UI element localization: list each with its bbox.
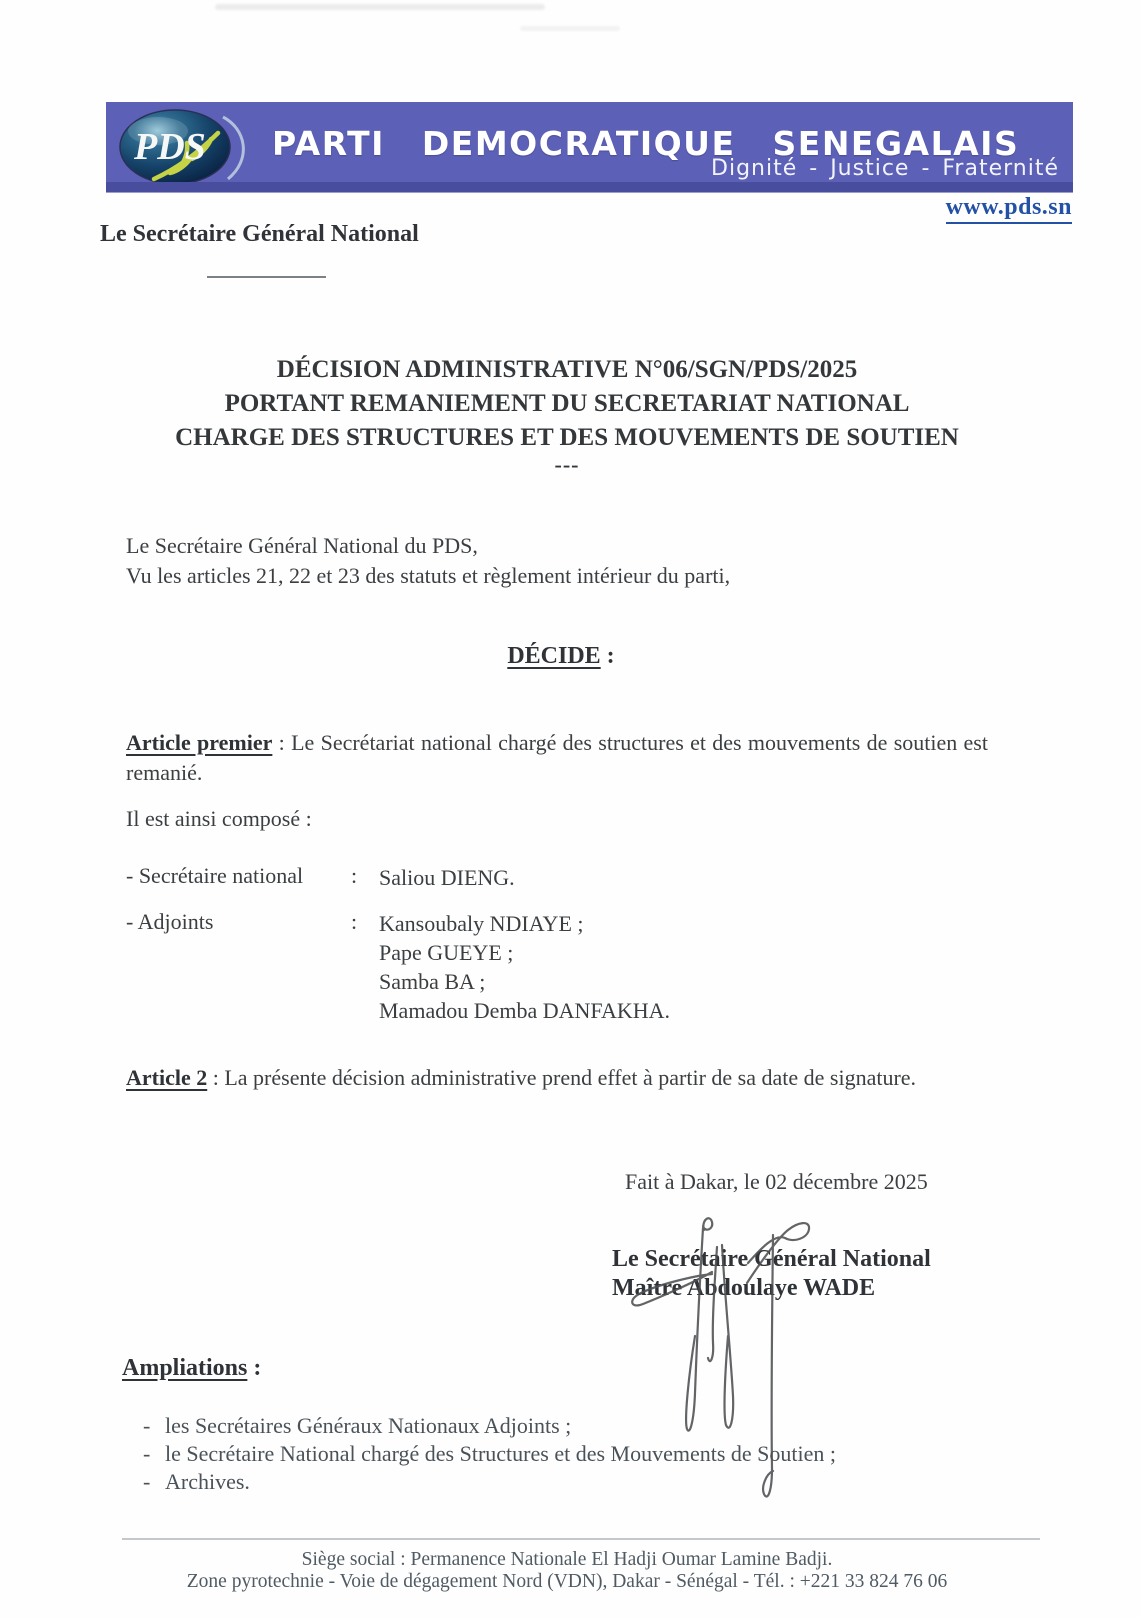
list-dash: - bbox=[143, 1441, 151, 1466]
article-2-text: : La présente décision administrative prend effet à partir de sa date de signature. bbox=[207, 1065, 917, 1090]
decide-colon: : bbox=[600, 643, 615, 669]
list-dash: - bbox=[143, 1469, 151, 1494]
composition-role: - Secrétaire national bbox=[126, 863, 304, 888]
list-dash: - bbox=[143, 1413, 151, 1438]
footer-address-line2: Zone pyrotechnie - Voie de dégagement Nord (VDN), Dakar - Sénégal - Tél. : +221 33 824 76 06 bbox=[186, 1571, 948, 1592]
ampliations-heading bbox=[122, 1355, 261, 1382]
article-premier bbox=[126, 728, 988, 787]
scan-artifact bbox=[215, 4, 545, 10]
party-name: PARTI DEMOCRATIQUE SENEGALAIS bbox=[272, 124, 1020, 163]
preamble bbox=[126, 531, 730, 590]
pds-logo-icon bbox=[118, 107, 268, 187]
signatory-name: Maître Abdoulaye WADE bbox=[612, 1275, 876, 1301]
decision-title-line1: DÉCISION ADMINISTRATIVE N°06/SGN/PDS/2025 bbox=[276, 356, 858, 383]
website-link[interactable]: www.pds.sn bbox=[946, 194, 1072, 224]
composition-name: Samba BA ; bbox=[379, 969, 486, 994]
ampliations-item-text: les Secrétaires Généraux Nationaux Adjoints ; bbox=[165, 1413, 572, 1438]
article-premier-label: Article premier bbox=[126, 730, 273, 755]
logo-text: PDS bbox=[134, 126, 206, 168]
decide-word: DÉCIDE bbox=[507, 643, 601, 669]
preamble-line2: Vu les articles 21, 22 et 23 des statuts et règlement intérieur du parti, bbox=[126, 562, 731, 588]
title-divider-dashes: --- bbox=[554, 452, 580, 477]
composition-colon: : bbox=[351, 909, 358, 934]
composition-name: Pape GUEYE ; bbox=[379, 940, 514, 965]
composition-intro: Il est ainsi composé : bbox=[126, 806, 312, 831]
composition-name: Mamadou Demba DANFAKHA. bbox=[379, 998, 671, 1023]
decision-title-line3: CHARGE DES STRUCTURES ET DES MOUVEMENTS DE SOUTIEN bbox=[175, 424, 959, 451]
composition-row-secretaire bbox=[126, 863, 515, 892]
scan-artifact bbox=[520, 26, 620, 31]
preamble-line1: Le Secrétaire Général National du PDS, bbox=[126, 533, 478, 558]
ampliations-item bbox=[143, 1413, 571, 1439]
decide-heading bbox=[0, 643, 1122, 670]
footer-divider-line bbox=[122, 1538, 1040, 1540]
composition-row-adjoints bbox=[126, 909, 670, 1025]
party-banner bbox=[106, 102, 1073, 192]
ampliations-item bbox=[143, 1469, 250, 1495]
article-2-label: Article 2 bbox=[126, 1065, 208, 1090]
ampliations-colon: : bbox=[247, 1355, 262, 1381]
article-premier-text: : Le Secrétariat national chargé des structures et des mouvements de soutien est remanié. bbox=[126, 730, 988, 785]
ampliations-word: Ampliations bbox=[122, 1355, 248, 1381]
composition-name: Saliou DIENG. bbox=[379, 865, 515, 890]
article-2 bbox=[126, 1063, 1026, 1093]
signature-scrawl bbox=[598, 1168, 828, 1513]
place-date: Fait à Dakar, le 02 décembre 2025 bbox=[625, 1169, 928, 1194]
ampliations-item-text: le Secrétaire National chargé des Structures et des Mouvements de Soutien ; bbox=[165, 1441, 836, 1466]
decision-title-line2: PORTANT REMANIEMENT DU SECRETARIAT NATIONAL bbox=[224, 390, 910, 417]
letterhead-divider-line bbox=[207, 276, 326, 278]
banner-bottom-strip bbox=[106, 182, 1073, 192]
letterhead-role-title: Le Secrétaire Général National bbox=[100, 221, 419, 247]
decision-title bbox=[0, 353, 1134, 455]
composition-role: - Adjoints bbox=[126, 909, 214, 934]
footer-address-line1: Siège social : Permanence Nationale El Hadji Oumar Lamine Badji. bbox=[301, 1549, 833, 1570]
party-motto: Dignité - Justice - Fraternité bbox=[711, 156, 1059, 181]
composition-name: Kansoubaly NDIAYE ; bbox=[379, 911, 584, 936]
composition-colon: : bbox=[351, 863, 358, 888]
ampliations-item-text: Archives. bbox=[165, 1469, 250, 1494]
signatory-title: Le Secrétaire Général National bbox=[612, 1246, 931, 1272]
